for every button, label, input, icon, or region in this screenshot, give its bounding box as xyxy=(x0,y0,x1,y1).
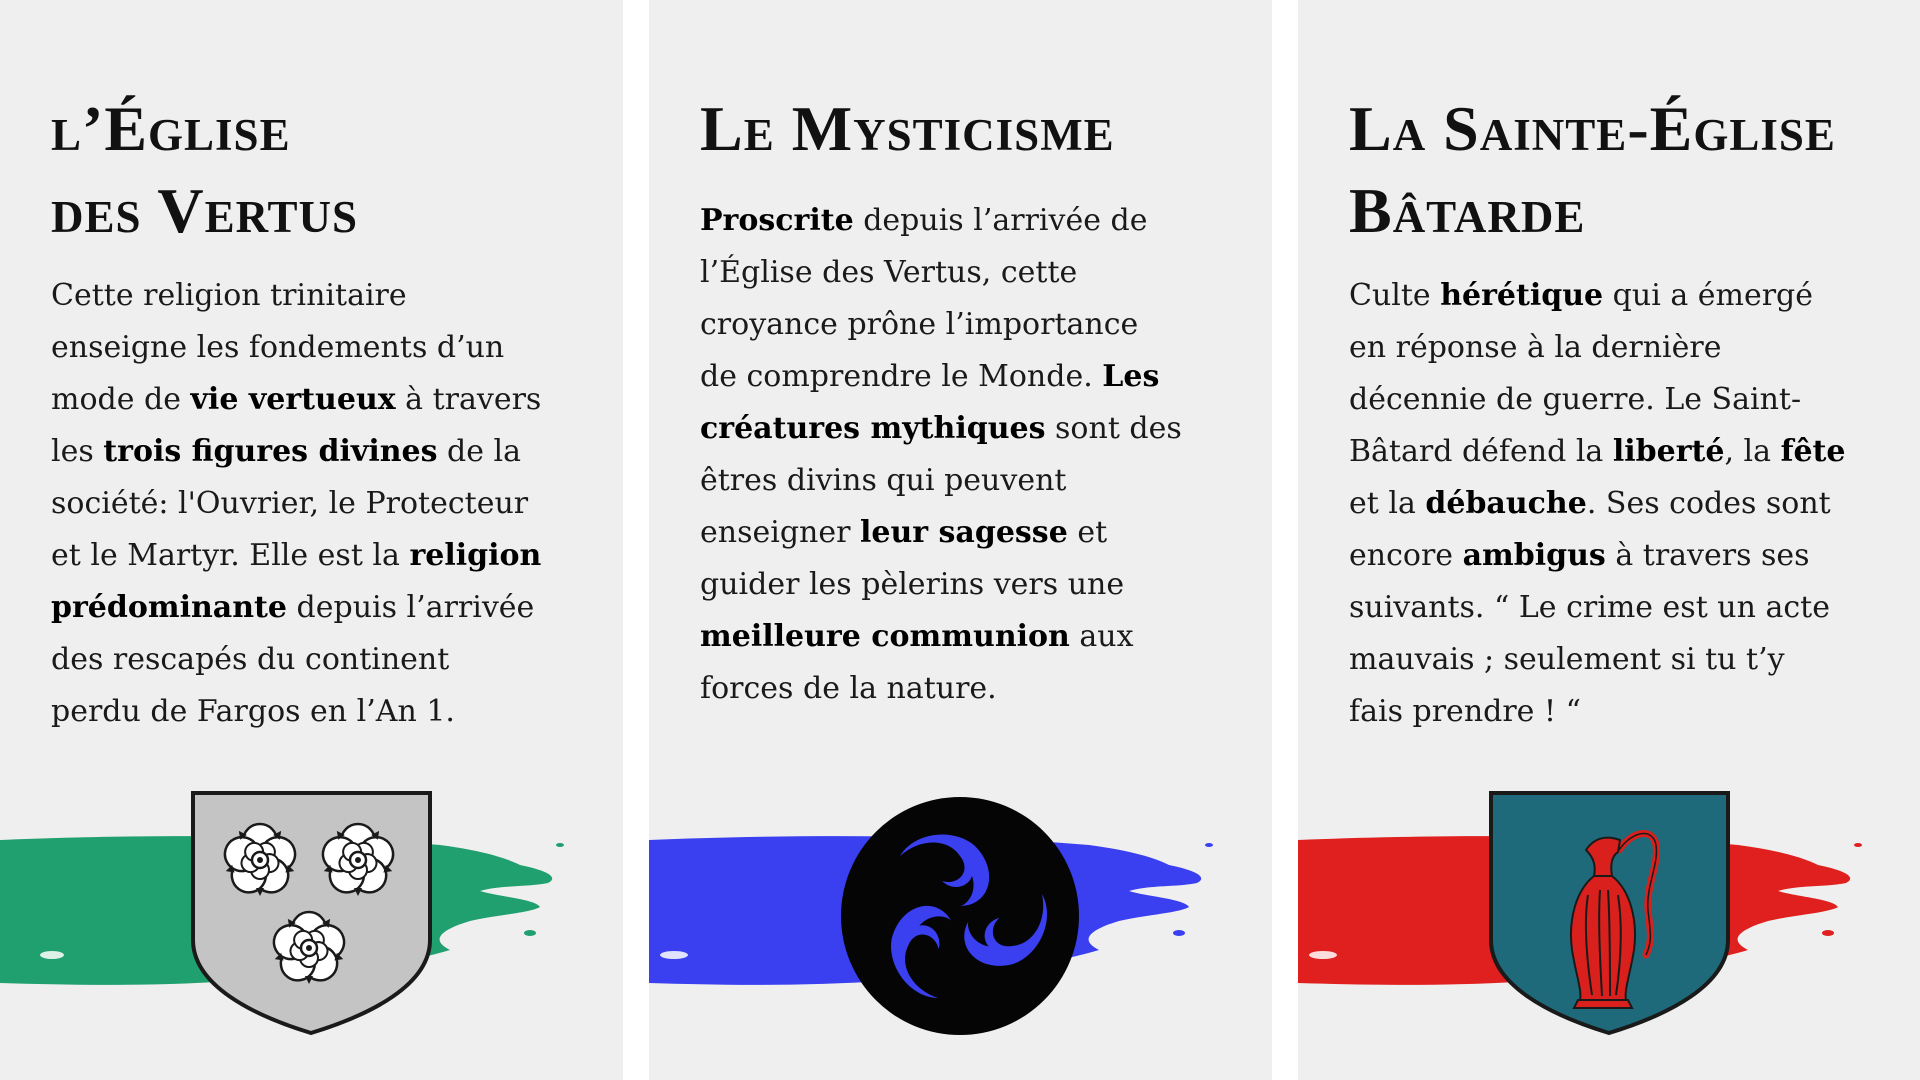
description-line xyxy=(1349,322,1894,374)
description-line xyxy=(51,686,596,738)
text-run: aux xyxy=(1069,619,1134,654)
emphasis-text: liberté xyxy=(1612,434,1725,469)
text-run: à travers xyxy=(395,382,542,417)
text-run: fais prendre ! “ xyxy=(1349,694,1581,729)
description-line xyxy=(51,270,596,322)
shield-red-jug-icon xyxy=(1488,790,1731,1036)
panel-description xyxy=(51,270,596,738)
text-run: à travers ses xyxy=(1605,538,1810,573)
description-line xyxy=(1349,634,1894,686)
text-run: de la xyxy=(437,434,522,469)
title-line: Bâtarde xyxy=(1349,175,1586,246)
text-run: . Ses codes sont xyxy=(1586,486,1831,521)
text-run: encore xyxy=(1349,538,1463,573)
text-run: Cette religion trinitaire xyxy=(51,278,407,313)
emphasis-text: prédominante xyxy=(51,590,288,625)
triskele-circle-icon xyxy=(839,795,1081,1037)
description-line xyxy=(700,195,1245,247)
description-line xyxy=(700,299,1245,351)
text-run: des rescapés du continent xyxy=(51,642,450,677)
title-line: La Sainte-Église xyxy=(1349,93,1836,164)
text-run: mauvais ; seulement si tu t’y xyxy=(1349,642,1785,677)
emphasis-text: vie vertueux xyxy=(190,382,396,417)
text-run: enseigne les fondements d’un xyxy=(51,330,505,365)
emphasis-text: créatures mythiques xyxy=(700,411,1046,446)
text-run: qui a émergé xyxy=(1603,278,1814,313)
text-run: Bâtard défend la xyxy=(1349,434,1613,469)
description-line xyxy=(51,478,596,530)
description-line xyxy=(1349,374,1894,426)
description-line xyxy=(700,247,1245,299)
description-line xyxy=(51,530,596,582)
text-run: Culte xyxy=(1349,278,1441,313)
text-run: depuis l’arrivée de xyxy=(853,203,1148,238)
text-run: l’Église des Vertus, cette xyxy=(700,255,1078,290)
description-line xyxy=(700,455,1245,507)
description-line xyxy=(51,634,596,686)
description-line xyxy=(51,322,596,374)
text-run: depuis l’arrivée xyxy=(287,590,535,625)
text-run: décennie de guerre. Le Saint- xyxy=(1349,382,1802,417)
title-line: l’Église xyxy=(51,93,291,164)
panel-title xyxy=(1349,88,1909,252)
text-run: les xyxy=(51,434,104,469)
text-run: croyance prône l’importance xyxy=(700,307,1139,342)
description-line xyxy=(1349,686,1894,738)
description-line xyxy=(51,374,596,426)
description-line xyxy=(700,663,1245,715)
description-line xyxy=(1349,426,1894,478)
text-run: êtres divins qui peuvent xyxy=(700,463,1067,498)
text-run: et la xyxy=(1349,486,1426,521)
panel-description xyxy=(700,195,1245,715)
description-line xyxy=(700,351,1245,403)
description-line xyxy=(1349,582,1894,634)
panel-mysticisme xyxy=(649,0,1272,1080)
title-line: des Vertus xyxy=(51,175,359,246)
description-line xyxy=(700,403,1245,455)
emphasis-text: ambigus xyxy=(1462,538,1606,573)
text-run: perdu de Fargos en l’An 1. xyxy=(51,694,455,729)
panel-title xyxy=(700,88,1260,170)
emphasis-text: fête xyxy=(1780,434,1846,469)
emphasis-text: trois figures divines xyxy=(103,434,438,469)
text-run: en réponse à la dernière xyxy=(1349,330,1722,365)
description-line xyxy=(1349,478,1894,530)
panel-eglise-des-vertus xyxy=(0,0,623,1080)
text-run: et xyxy=(1067,515,1108,550)
text-run: enseigner xyxy=(700,515,860,550)
text-run: suivants. “ Le crime est un acte xyxy=(1349,590,1830,625)
description-line xyxy=(700,559,1245,611)
emphasis-text: débauche xyxy=(1425,486,1587,521)
emphasis-text: meilleure communion xyxy=(700,619,1070,654)
emphasis-text: Proscrite xyxy=(700,203,854,238)
shield-three-roses-icon xyxy=(190,790,433,1036)
text-run: et le Martyr. Elle est la xyxy=(51,538,410,573)
text-run: guider les pèlerins vers une xyxy=(700,567,1125,602)
description-line xyxy=(51,582,596,634)
description-line xyxy=(700,611,1245,663)
description-line xyxy=(1349,270,1894,322)
description-line xyxy=(700,507,1245,559)
panel-description xyxy=(1349,270,1894,738)
emphasis-text: Les xyxy=(1102,359,1160,394)
text-run: de comprendre le Monde. xyxy=(700,359,1103,394)
text-run: sont des xyxy=(1045,411,1182,446)
description-line xyxy=(1349,530,1894,582)
description-line xyxy=(51,426,596,478)
text-run: forces de la nature. xyxy=(700,671,997,706)
emphasis-text: hérétique xyxy=(1440,278,1604,313)
text-run: mode de xyxy=(51,382,191,417)
emphasis-text: religion xyxy=(409,538,542,573)
text-run: société: l'Ouvrier, le Protecteur xyxy=(51,486,529,521)
panel-title xyxy=(51,88,611,252)
panel-sainte-eglise-batarde xyxy=(1298,0,1920,1080)
emphasis-text: leur sagesse xyxy=(859,515,1068,550)
title-line: Le Mysticisme xyxy=(700,93,1115,164)
text-run: , la xyxy=(1724,434,1781,469)
